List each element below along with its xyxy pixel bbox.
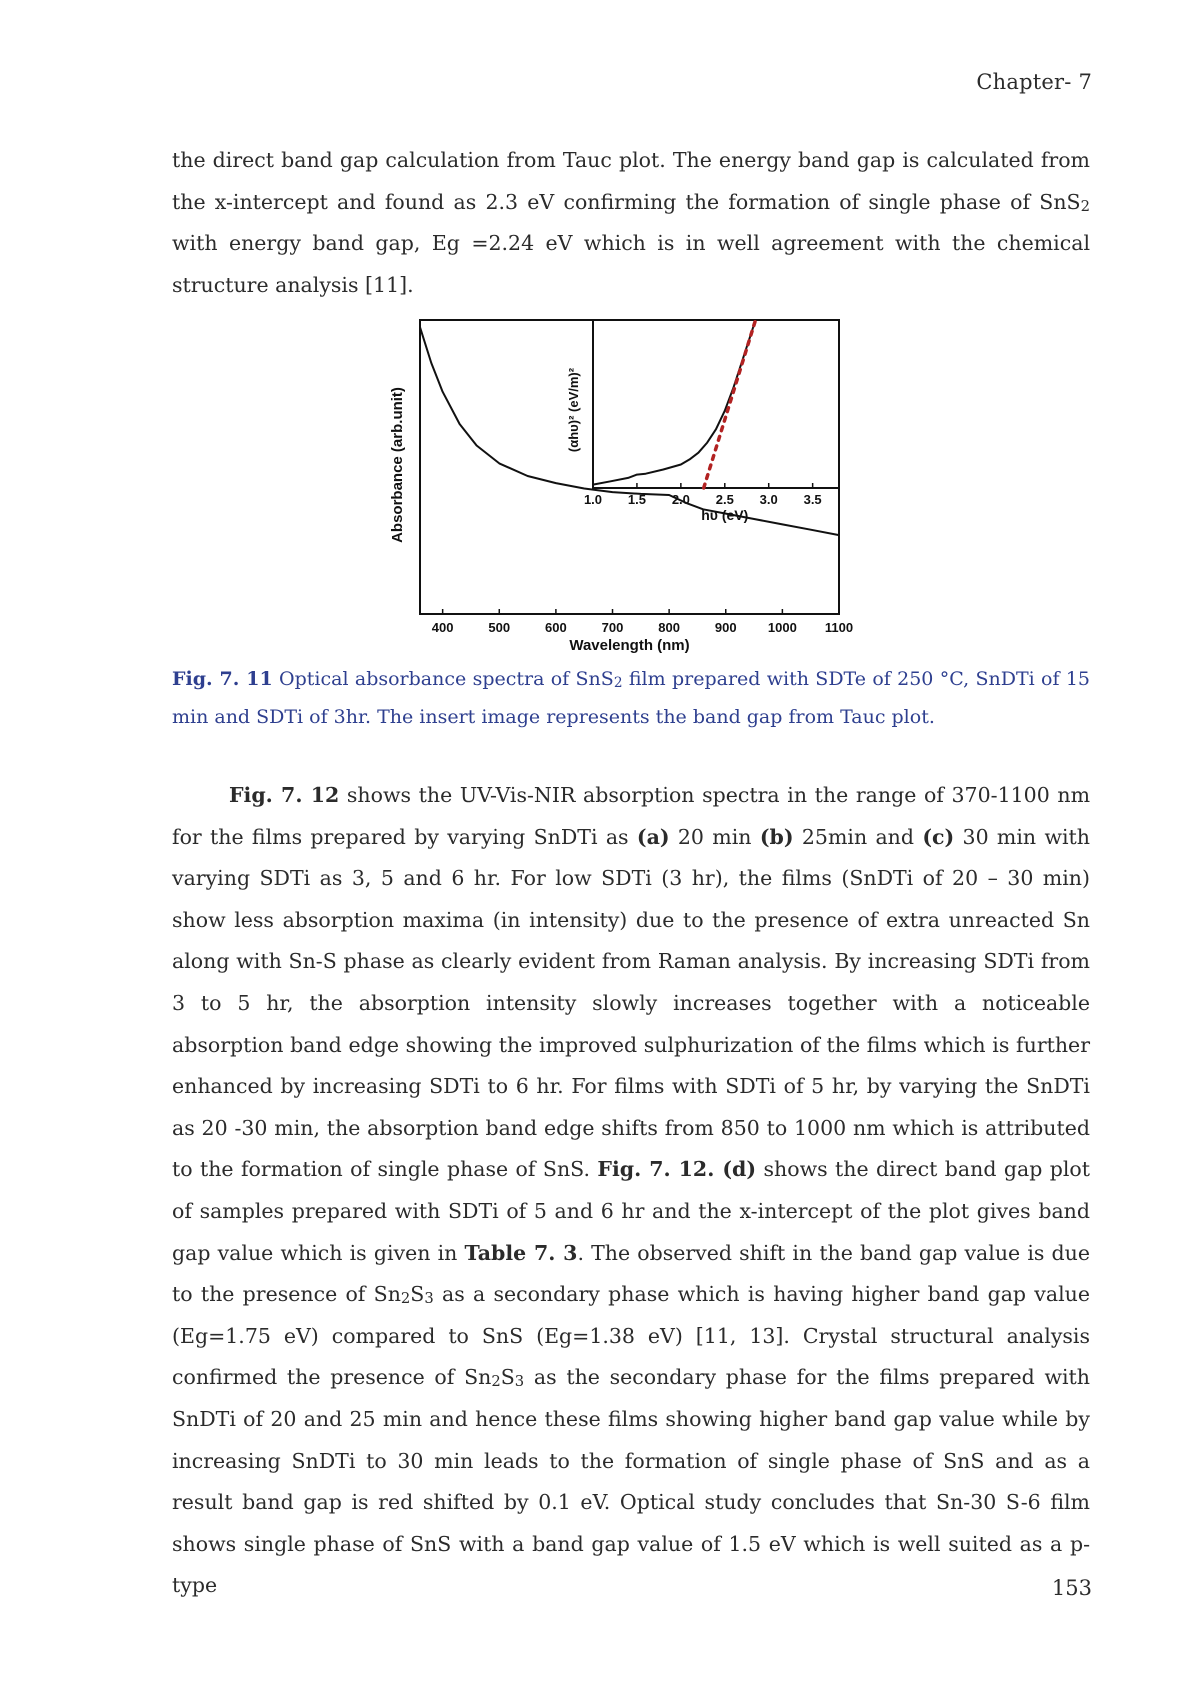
y-axis-label: Absorbance (arb.unit) (389, 387, 406, 543)
inset-x-tick-label: 1.0 (583, 492, 603, 507)
paragraph-text: S (410, 1282, 425, 1307)
label-b: (b) (759, 824, 794, 849)
paragraph-main (172, 775, 1090, 1607)
paragraph-text: with energy band gap, Eg =2.24 eV which is in well agreement with the chemical structure analysis [11]. (172, 231, 1090, 297)
subscript: 2 (491, 1373, 501, 1391)
subscript: 3 (424, 1290, 434, 1308)
paragraph-text: shows the UV-Vis-NIR absorption spectra in the range of 370-1100 nm for the films prepared by varying SnDTi as (172, 783, 1091, 849)
x-tick-label: 1000 (767, 620, 797, 635)
paragraph-text: 30 min with varying SDTi as 3, 5 and 6 hr. For low SDTi (3 hr), the films (SnDTi of 20 – 30 min) show less absorption maxima (in intensity) due to the presence of extra unreacted Sn along with Sn-S phase as clearly evident from Raman analysis. By increasing SDTi from 3 to 5 hr, the absorption intensity slowly increases together with a noticeable absorption band edge showing the improved sulphurization of the films which is further enhanced by increasing SDTi to 6 hr. For films with SDTi of 5 hr, by varying the SnDTi as 20 -30 min, the absorption band edge shifts from 850 to 1000 nm which is attributed to the formation of single phase of SnS. (172, 824, 1090, 1182)
inset-x-tick-label: 2.5 (715, 492, 734, 507)
inset-plot-frame (593, 320, 839, 488)
inset-x-tick-label: 3.5 (803, 492, 822, 507)
chart-svg (380, 302, 880, 672)
inset-x-tick-label: 3.0 (759, 492, 778, 507)
caption-text: Optical absorbance spectra of SnS (272, 668, 614, 690)
figure-absorbance-chart (380, 302, 880, 672)
paragraph-text: the direct band gap calculation from Tauc plot. The energy band gap is calculated from the x-intercept and found as 2.3 eV confirming the formation of single phase of SnS (172, 148, 1090, 214)
paragraph-text: shows the direct band gap plot of samples prepared with SDTi of 5 and 6 hr and the x-intercept of the plot gives band gap value which is given in (172, 1157, 1090, 1265)
subscript: 2 (613, 675, 623, 692)
x-tick-label: 800 (658, 620, 680, 635)
paragraph-text: 25min and (793, 824, 923, 849)
table-reference: Table 7. 3 (464, 1240, 578, 1265)
paragraph-text: . The observed shift in the band gap value is due to the presence of Sn (172, 1240, 1091, 1307)
paragraph-text: as the secondary phase for the films prepared with SnDTi of 20 and 25 min and hence these films showing higher band gap value while by increasing SnDTi to 30 min leads to the formation of single phase of SnS and as a result band gap is red shifted by 0.1 eV. Optical study concludes that Sn-30 S-6 film shows single phase of SnS with a band gap value of 1.5 eV which is well suited as a p-type (172, 1365, 1090, 1598)
subscript: 3 (514, 1373, 525, 1391)
paragraph-intro (172, 140, 1090, 306)
subscript: 2 (400, 1290, 411, 1308)
inset-x-axis-label: hυ (eV) (701, 507, 749, 523)
inset-y-axis-label: (αhυ)² (eV/m)² (566, 367, 581, 453)
inset-x-tick-label: 2.0 (671, 492, 690, 507)
chapter-header: Chapter- 7 (976, 70, 1092, 94)
paragraph-text: S (500, 1365, 515, 1390)
subscript: 2 (1080, 197, 1090, 215)
x-tick-label: 1100 (824, 620, 854, 635)
x-tick-label: 900 (714, 620, 737, 635)
x-axis-label: Wavelength (nm) (569, 637, 690, 654)
inset-x-tick-label: 1.5 (627, 492, 646, 507)
x-tick-label: 400 (431, 620, 454, 635)
caption-text: film prepared with SDTe of 250 °C, SnDTi of 15 min and SDTi of 3hr. The insert image represents the band gap from Tauc plot. (172, 668, 1090, 728)
figure-caption (172, 660, 1090, 736)
label-c: (c) (922, 824, 955, 849)
label-a: (a) (636, 824, 670, 849)
figure-reference: Fig. 7. 12 (229, 783, 340, 807)
x-tick-label: 700 (601, 620, 624, 635)
page-number: 153 (1051, 1576, 1092, 1600)
paragraph-text: 20 min (669, 824, 760, 849)
x-tick-label: 500 (488, 620, 511, 635)
caption-label: Fig. 7. 11 (172, 668, 273, 690)
x-tick-label: 600 (545, 620, 567, 635)
figure-reference: Fig. 7. 12. (d) (597, 1157, 757, 1182)
paragraph-text: as a secondary phase which is having higher band gap value (Eg=1.75 eV) compared to SnS (Eg=1.38 eV) [11, 13]. Crystal structural analysis confirmed the presence of Sn (172, 1282, 1090, 1390)
